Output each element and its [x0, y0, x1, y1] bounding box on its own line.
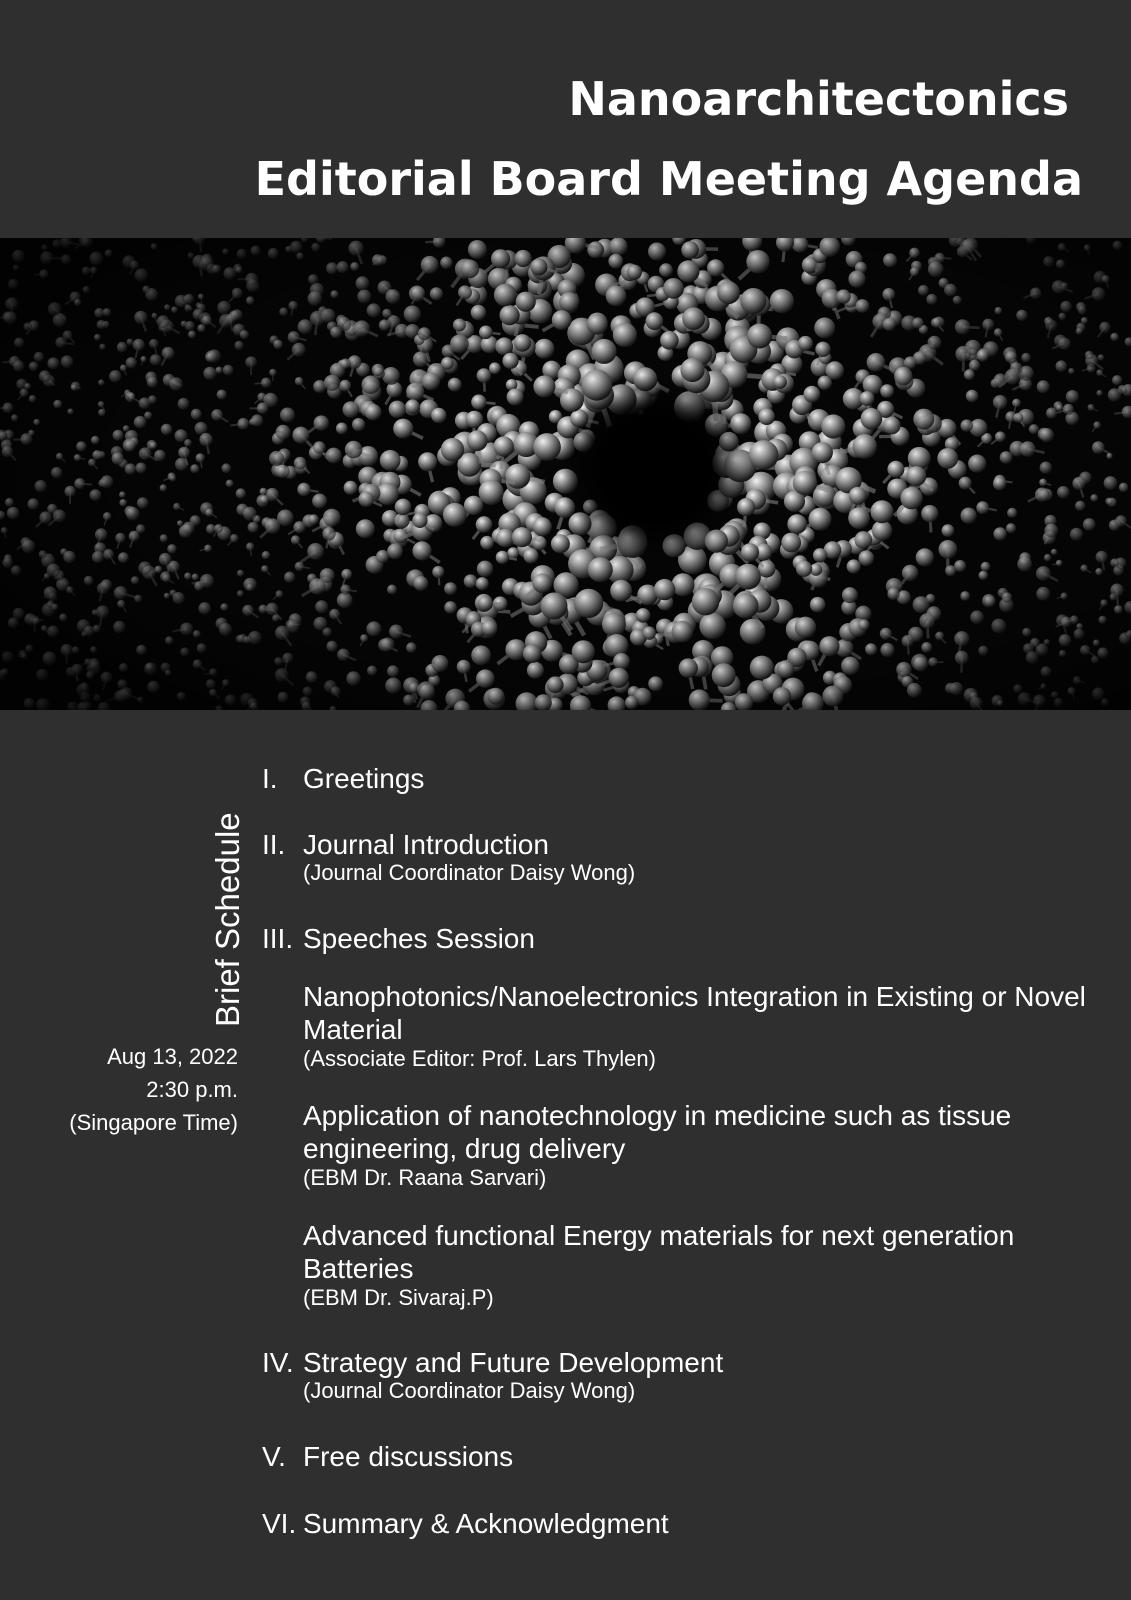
schedule-date: Aug 13, 2022 — [107, 1044, 238, 1069]
speech-title: Nanophotonics/Nanoelectronics Integration in Existing or Novel Material — [303, 981, 1086, 1045]
title-line-2: Editorial Board Meeting Agenda — [254, 152, 1083, 206]
agenda-item-title: Strategy and Future Development — [303, 1347, 724, 1378]
agenda-item-title: Free discussions — [303, 1441, 514, 1472]
schedule-datetime — [69, 1040, 238, 1139]
schedule-time: 2:30 p.m. — [146, 1077, 238, 1102]
agenda-item-number: VI. — [262, 1508, 297, 1539]
agenda-item-title: Speeches Session — [303, 923, 535, 954]
molecular-structure-image — [0, 238, 1131, 710]
speech-title: Application of nanotechnology in medicine such as tissue engineering, drug delivery — [303, 1100, 1012, 1164]
agenda-item-number: I. — [262, 763, 278, 794]
agenda-item-title: Journal Introduction — [303, 829, 549, 860]
schedule-timezone: (Singapore Time) — [69, 1110, 238, 1135]
speech-presenter: (EBM Dr. Sivaraj.P) — [303, 1285, 494, 1310]
agenda-item-number: III. — [262, 923, 294, 954]
agenda-item-presenter: (Journal Coordinator Daisy Wong) — [303, 1378, 636, 1403]
agenda-item-number: II. — [262, 829, 286, 860]
agenda-item-title: Greetings — [303, 763, 425, 794]
speech-title: Advanced functional Energy materials for next generation Batteries — [303, 1220, 1015, 1284]
agenda-item-presenter: (Journal Coordinator Daisy Wong) — [303, 860, 636, 885]
speech-presenter: (Associate Editor: Prof. Lars Thylen) — [303, 1046, 656, 1071]
speech-presenter: (EBM Dr. Raana Sarvari) — [303, 1165, 547, 1190]
agenda-item-number: V. — [262, 1441, 286, 1472]
agenda-item-title: Summary & Acknowledgment — [303, 1508, 669, 1539]
title-line-1: Nanoarchitectonics — [568, 72, 1069, 126]
brief-schedule-label: Brief Schedule — [209, 812, 246, 1027]
agenda-item-number: IV. — [262, 1347, 294, 1378]
